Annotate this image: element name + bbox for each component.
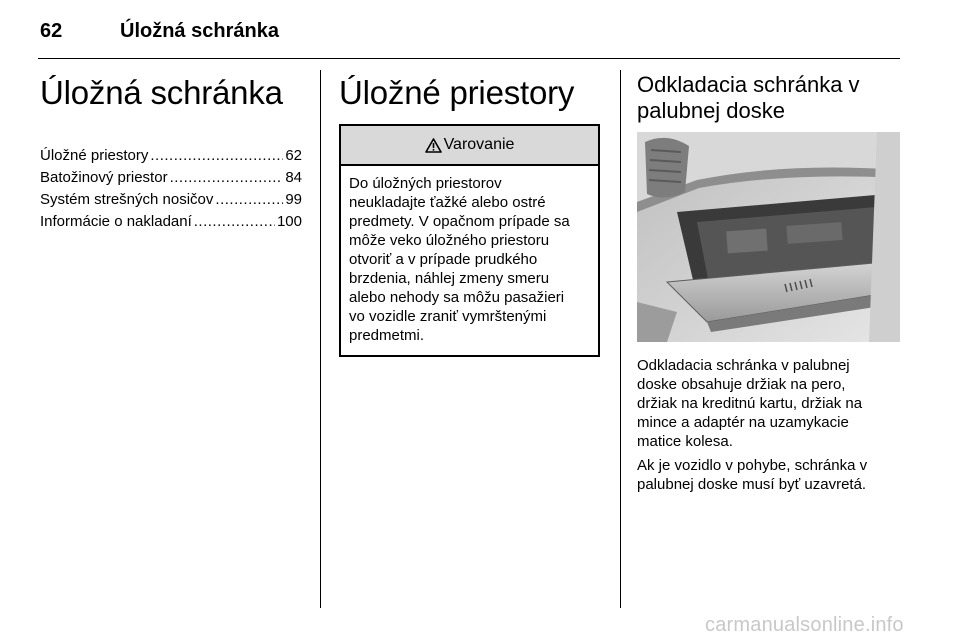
chapter-toc (40, 145, 302, 233)
toc-leader-dots (170, 167, 284, 189)
warning-text (341, 166, 598, 355)
warning-line: neukladajte ťažké alebo ostré (349, 194, 546, 211)
toc-entry-page: 99 (285, 191, 302, 208)
toc-entry-title: Informácie o nakladaní (40, 213, 192, 230)
column-divider-left (320, 70, 321, 608)
paragraph-line: Odkladacia schránka v palubnej (637, 357, 850, 374)
warning-line: otvoriť a v prípade prudkého (349, 251, 538, 268)
toc-leader-dots (215, 189, 283, 211)
section-heading: Úložné priestory (339, 74, 575, 111)
toc-entry-page: 84 (285, 169, 302, 186)
toc-entry[interactable] (40, 189, 302, 211)
warning-label: Varovanie (443, 136, 515, 153)
toc-entry[interactable] (40, 145, 302, 167)
glovebox-note (637, 456, 900, 494)
page-number: 62 (40, 20, 63, 42)
warning-line: môže veko úložného priestoru (349, 232, 550, 249)
subsection-heading-line: palubnej doske (637, 98, 786, 123)
toc-entry-page: 62 (285, 147, 302, 164)
paragraph-line: matice kolesa. (637, 433, 733, 450)
warning-triangle-icon (425, 138, 442, 153)
storage-column (339, 72, 600, 357)
paragraph-line: palubnej doske musí byť uzavretá. (637, 476, 867, 493)
header-rule (38, 58, 900, 59)
warning-line: alebo nehody sa môžu pasažieri (349, 289, 565, 306)
toc-entry-title: Batožinový priestor (40, 169, 168, 186)
paragraph-line: držiak na kreditnú kartu, držiak na (637, 395, 863, 412)
warning-header (341, 126, 598, 166)
running-header-title: Úložná schránka (120, 20, 279, 42)
subsection-heading-line: Odkladacia schránka v (637, 72, 860, 97)
warning-line: vo vozidle zraniť vymrštenými (349, 308, 547, 325)
warning-line: Do úložných priestorov (349, 175, 502, 192)
toc-entry[interactable] (40, 167, 302, 189)
toc-entry-page: 100 (276, 213, 302, 230)
toc-leader-dots (150, 145, 283, 167)
paragraph-line: Ak je vozidlo v pohybe, schránka v (637, 457, 868, 474)
warning-line: predmety. V opačnom prípade sa (349, 213, 570, 230)
subsection-heading (637, 72, 900, 124)
warning-line: brzdenia, náhlej zmeny smeru (349, 270, 550, 287)
paragraph-line: doske obsahuje držiak na pero, (637, 376, 846, 393)
chapter-column (40, 72, 302, 233)
warning-line: predmetmi. (349, 327, 425, 344)
glovebox-illustration (637, 132, 900, 342)
watermark: carmanualsonline.info (705, 614, 904, 636)
toc-leader-dots (194, 211, 275, 233)
warning-box (339, 124, 600, 357)
paragraph-line: mince a adaptér na uzamykacie (637, 414, 849, 431)
toc-entry-title: Úložné priestory (40, 147, 149, 164)
glovebox-column (637, 72, 900, 494)
toc-entry-title: Systém strešných nosičov (40, 191, 214, 208)
chapter-heading: Úložná schránka (40, 74, 283, 111)
column-divider-right (620, 70, 621, 608)
toc-entry[interactable] (40, 211, 302, 233)
glovebox-description (637, 356, 900, 451)
